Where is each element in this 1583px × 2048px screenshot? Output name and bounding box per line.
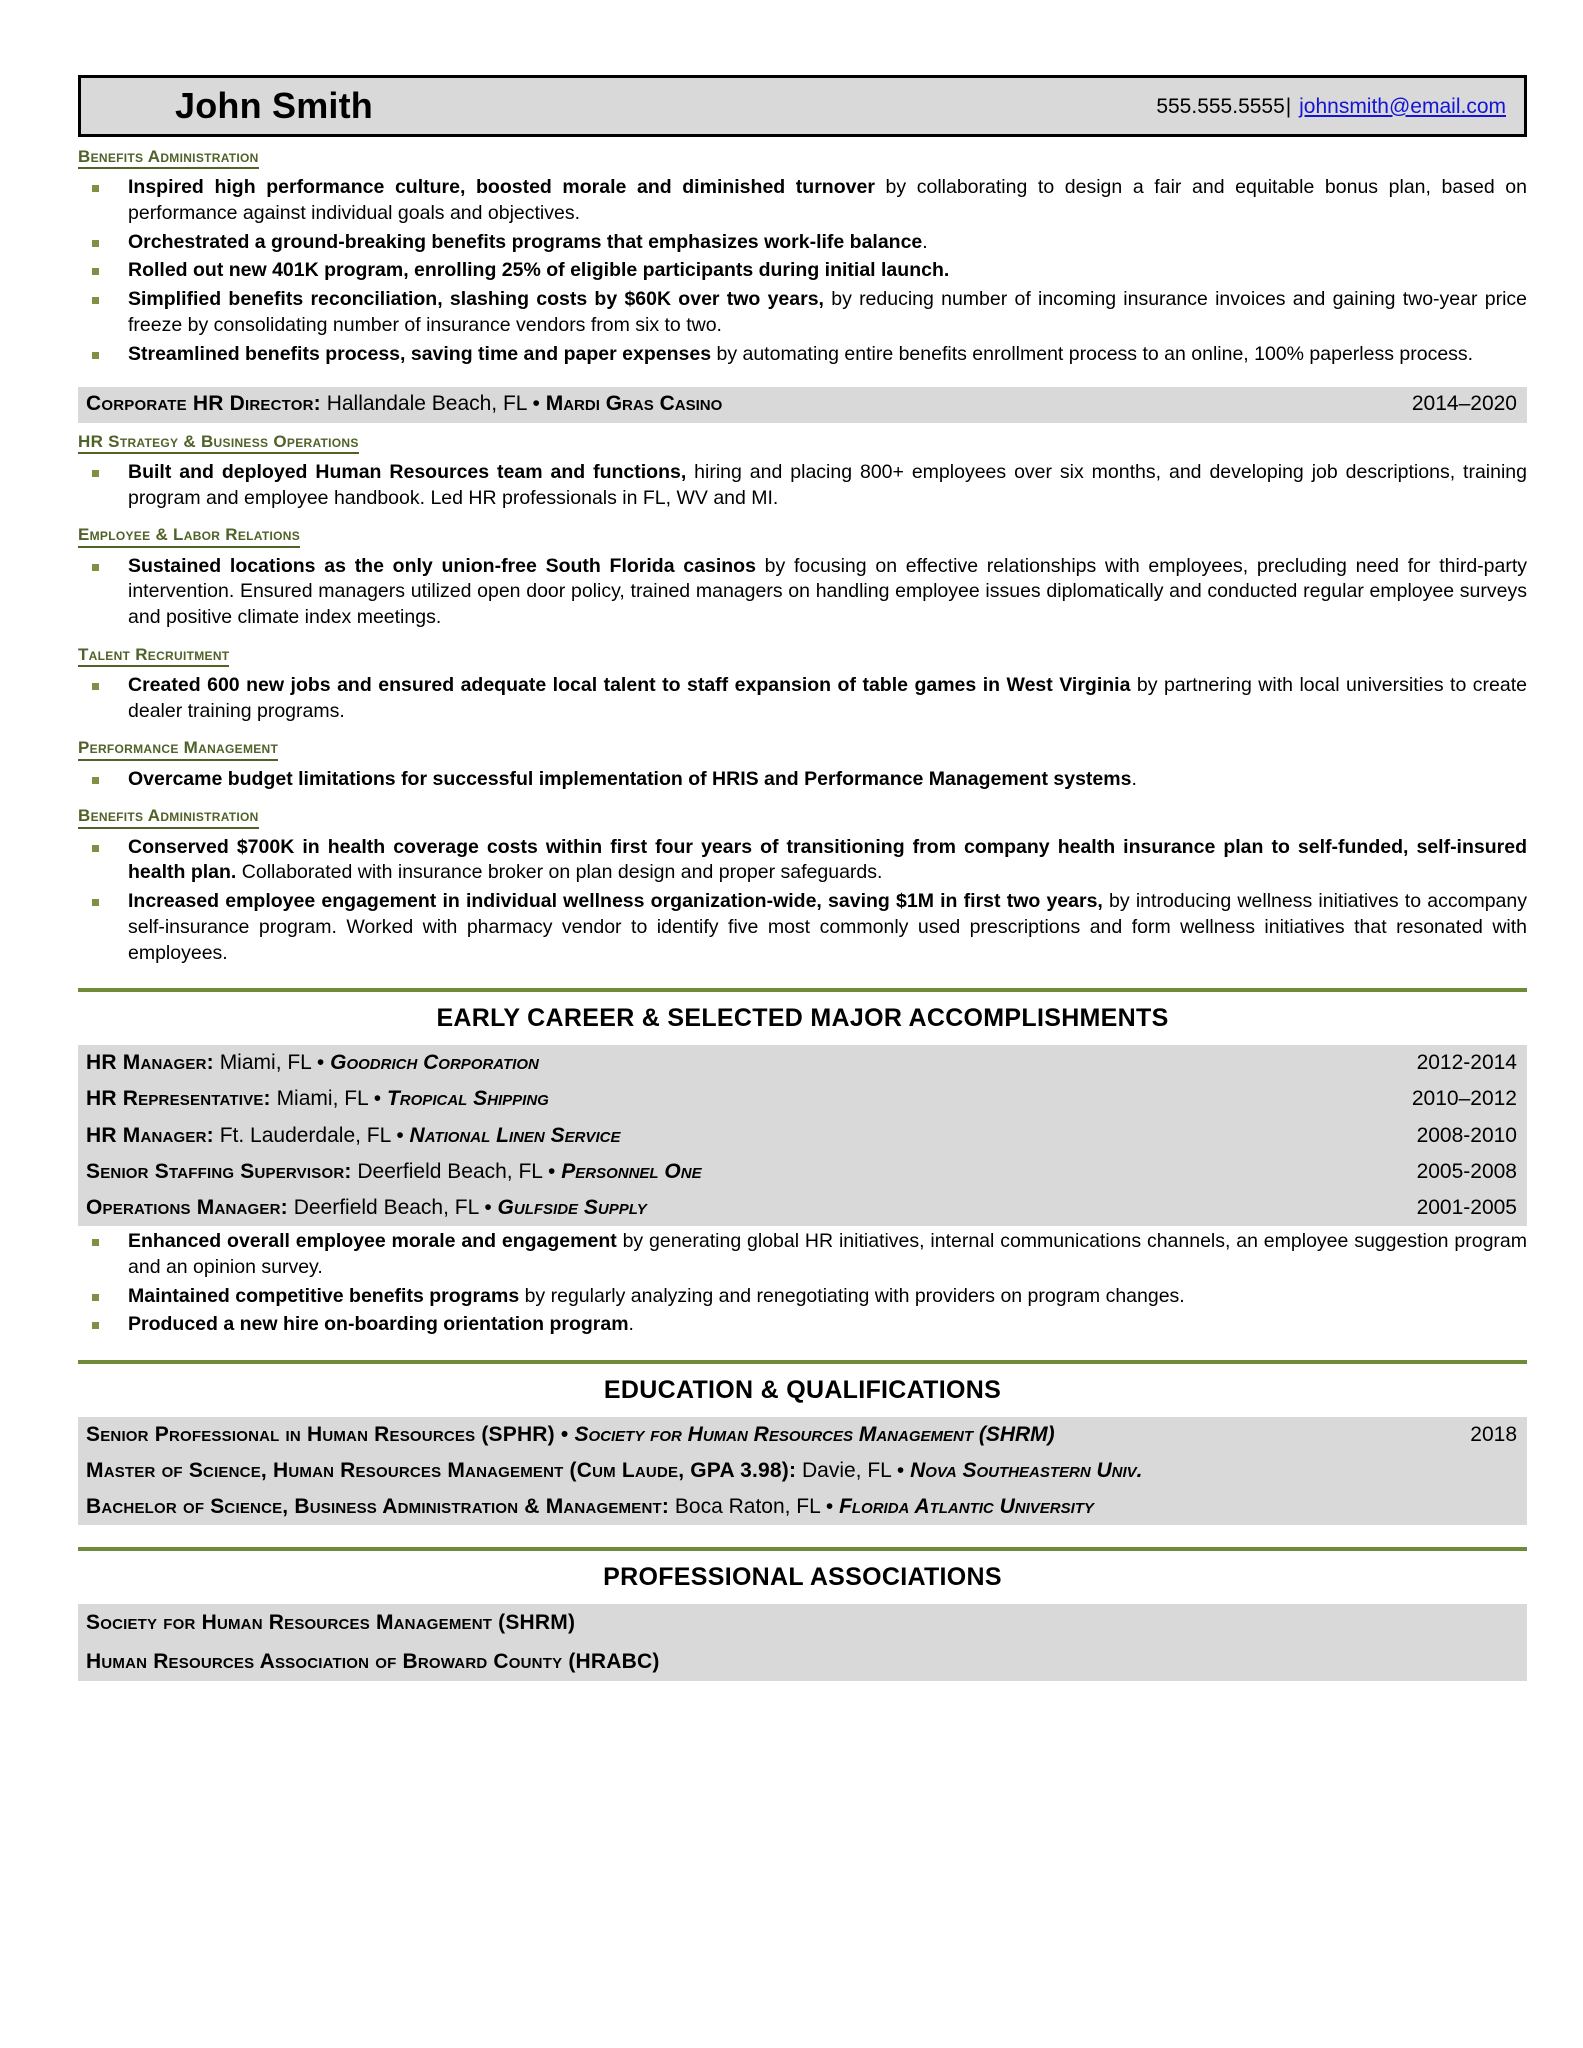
row-organization: Tropical Shipping <box>386 1087 549 1111</box>
table-row <box>78 1081 1527 1117</box>
table-row <box>78 1604 1527 1642</box>
subsection-bullets <box>78 460 1527 511</box>
row-title: HR Manager: <box>86 1123 214 1147</box>
bullet-item <box>78 342 1527 368</box>
row-title: Human Resources Association of Broward County (HRABC) <box>86 1649 660 1673</box>
row-organization: Personnel One <box>561 1159 702 1183</box>
row-dates: 2005-2008 <box>1416 1159 1517 1183</box>
bullet-bold-text: Streamlined benefits process, saving time and paper expenses <box>128 342 712 365</box>
email-link[interactable]: johnsmith@email.com <box>1299 94 1506 118</box>
early-career-rows <box>78 1045 1527 1226</box>
table-row <box>78 1045 1527 1081</box>
bullet-item <box>78 1284 1527 1310</box>
bullet-item <box>78 673 1527 724</box>
row-organization: Society for Human Resources Management (SHRM) <box>574 1422 1055 1446</box>
table-row <box>78 1154 1527 1190</box>
bullet-plain-text: hiring and placing 800+ employees over six months, and developing job descriptions, training program and employee handbook. Led HR professionals in FL, WV and MI. <box>128 460 1527 509</box>
table-row <box>78 1453 1527 1489</box>
bullet-plain-text: by reducing number of incoming insurance invoices and gaining two-year price freeze by consolidating number of insurance vendors from six to two. <box>128 288 1528 336</box>
row-dates: 2012-2014 <box>1416 1051 1517 1075</box>
row-dates: 2010–2012 <box>1411 1087 1517 1111</box>
row-description <box>86 1160 702 1184</box>
early-career-bullets <box>78 1229 1527 1338</box>
bullet-bold-text: Produced a new hire on-boarding orientation program <box>128 1313 629 1336</box>
row-description <box>86 1459 1143 1483</box>
bullet-bold-text: Inspired high performance culture, boosted morale and diminished turnover <box>128 176 875 199</box>
row-title: HR Manager: <box>86 1051 214 1075</box>
row-organization: Nova Southeastern Univ. <box>910 1459 1143 1483</box>
row-title: Operations Manager: <box>86 1195 288 1219</box>
bullet-item <box>78 1312 1527 1338</box>
bullet-item <box>78 835 1527 886</box>
candidate-name: John Smith <box>175 85 373 126</box>
row-description <box>86 1611 575 1635</box>
bullet-bold-text: Maintained competitive benefits programs <box>128 1284 520 1307</box>
section-title-education: EDUCATION & QUALIFICATIONS <box>603 1375 1002 1404</box>
row-location: Davie, FL • <box>796 1459 911 1483</box>
subsection-heading: Benefits Administration <box>78 146 259 169</box>
row-organization: National Linen Service <box>409 1123 621 1147</box>
bullet-plain-text: by automating entire benefits enrollment process to an online, 100% paperless process. <box>711 342 1474 365</box>
job-heading <box>86 392 722 416</box>
bullet-item <box>78 554 1527 631</box>
section-title-associations: PROFESSIONAL ASSOCIATIONS <box>603 1563 1002 1592</box>
bullet-item <box>78 889 1527 966</box>
bullet-bold-text: Overcame budget limitations for successful implementation of HRIS and Performance Management systems <box>128 767 1132 790</box>
table-row <box>78 1118 1527 1154</box>
bullet-bold-text: Increased employee engagement in individual wellness organization-wide, saving $1M in first two years, <box>128 890 1103 913</box>
row-location: Deerfield Beach, FL • <box>287 1195 498 1219</box>
row-location: Miami, FL • <box>213 1051 331 1075</box>
bullet-bold-text: Conserved $700K in health coverage costs within first four years of transitioning from company health insurance plan to self-funded, self-insured health plan. <box>128 835 1527 884</box>
row-title: Society for Human Resources Management (SHRM) <box>86 1611 576 1635</box>
subsection-heading: HR Strategy & Business Operations <box>78 431 359 454</box>
table-row <box>78 1417 1527 1453</box>
row-description <box>86 1650 660 1674</box>
subsection-heading: Talent Recruitment <box>78 644 229 667</box>
bullet-plain-text: by introducing wellness initiatives to accompany self-insurance program. Worked with pharmacy vendor to identify five most commonly used prescriptions and form wellness initiatives that resonated with employees. <box>128 890 1527 964</box>
bullet-bold-text: Orchestrated a ground-breaking benefits programs that emphasizes work-life balance <box>128 230 923 253</box>
table-row <box>78 1190 1527 1226</box>
bullet-plain-text: by generating global HR initiatives, internal communications channels, an employee suggestion program and an opinion survey. <box>128 1230 1527 1278</box>
job-dates: 2014–2020 <box>1411 392 1517 416</box>
bullet-item <box>78 767 1527 793</box>
row-description <box>86 1124 620 1148</box>
bullet-plain-text: by collaborating to design a fair and equitable bonus plan, based on performance against individual goals and objectives. <box>128 176 1527 224</box>
bullet-item <box>78 175 1527 226</box>
row-organization: Gulfside Supply <box>497 1195 647 1219</box>
bullet-plain-text: by focusing on effective relationships with employees, precluding need for third-party intervention. Ensured managers utilized open door policy, trained managers on handling employee issues diplomatically and conducted regular employee surveys and positive climate index meetings. <box>128 554 1528 628</box>
bullet-item <box>78 287 1527 338</box>
subsection-bullets <box>78 554 1527 631</box>
row-dates: 2008-2010 <box>1416 1123 1517 1147</box>
contact-info <box>1156 96 1510 117</box>
row-location: Ft. Lauderdale, FL • <box>213 1123 410 1147</box>
bullet-item <box>78 258 1527 284</box>
row-title: Senior Staffing Supervisor: <box>86 1159 352 1183</box>
section-title-early-career: EARLY CAREER & SELECTED MAJOR ACCOMPLISHMENTS <box>436 1004 1169 1033</box>
job-company: Mardi Gras Casino <box>545 392 723 416</box>
bullet-item <box>78 1229 1527 1280</box>
row-location: Boca Raton, FL • <box>669 1495 840 1519</box>
subsection-heading: Benefits Administration <box>78 805 259 828</box>
row-description <box>86 1196 647 1220</box>
table-row <box>78 1643 1527 1681</box>
contact-separator: | <box>1285 94 1292 118</box>
top-section <box>78 146 1527 367</box>
bullet-plain-text: by regularly analyzing and renegotiating with providers on program changes. <box>519 1284 1185 1307</box>
bullet-plain-text: . <box>922 230 928 253</box>
subsection-bullets <box>78 767 1527 793</box>
row-organization: Goodrich Corporation <box>330 1051 539 1075</box>
associations-rows <box>78 1604 1527 1680</box>
phone-number: 555.555.5555 <box>1156 94 1285 118</box>
row-description <box>86 1495 1094 1519</box>
row-dates: 2018 <box>1470 1422 1517 1446</box>
subsection-bullets <box>78 673 1527 724</box>
bullet-plain-text: . <box>1131 767 1137 790</box>
job-groups <box>78 431 1527 967</box>
bullet-bold-text: Enhanced overall employee morale and engagement <box>128 1230 617 1253</box>
bullet-bold-text: Sustained locations as the only union-free South Florida casinos <box>128 554 756 577</box>
row-dates: 2001-2005 <box>1416 1195 1517 1219</box>
job-title: Corporate HR Director: <box>86 392 321 416</box>
education-rows <box>78 1417 1527 1525</box>
row-description <box>86 1087 549 1111</box>
row-title: HR Representative: <box>86 1087 271 1111</box>
top-section-bullets <box>78 175 1527 367</box>
row-title: Master of Science, Human Resources Management (Cum Laude, GPA 3.98): <box>86 1459 797 1483</box>
table-row <box>78 1489 1527 1525</box>
row-description <box>86 1423 1055 1447</box>
job-location: Hallandale Beach, FL • <box>320 392 546 416</box>
row-description <box>86 1051 539 1075</box>
bullet-bold-text: Created 600 new jobs and ensured adequate local talent to staff expansion of table games in West Virginia <box>128 673 1131 696</box>
row-location: Deerfield Beach, FL • <box>351 1159 562 1183</box>
subsection-heading: Employee & Labor Relations <box>78 524 300 547</box>
row-organization: Florida Atlantic University <box>839 1495 1094 1519</box>
row-title: Senior Professional in Human Resources (SPHR) • <box>86 1422 575 1446</box>
bullet-plain-text: by partnering with local universities to create dealer training programs. <box>128 673 1527 722</box>
bullet-bold-text: Built and deployed Human Resources team and functions, <box>128 460 687 483</box>
resume-header <box>78 75 1527 137</box>
subsection-heading: Performance Management <box>78 737 278 760</box>
subsection-bullets <box>78 835 1527 967</box>
job-header-bar <box>78 387 1527 422</box>
row-title: Bachelor of Science, Business Administration & Management: <box>86 1495 670 1519</box>
bullet-item <box>78 460 1527 511</box>
bullet-plain-text: . <box>628 1313 634 1336</box>
bullet-item <box>78 230 1527 256</box>
bullet-bold-text: Simplified benefits reconciliation, slashing costs by $60K over two years, <box>128 288 824 311</box>
bullet-bold-text: Rolled out new 401K program, enrolling 25% of eligible participants during initial launch. <box>128 259 950 282</box>
bullet-plain-text: Collaborated with insurance broker on plan design and proper safeguards. <box>236 861 883 884</box>
row-location: Miami, FL • <box>270 1087 387 1111</box>
